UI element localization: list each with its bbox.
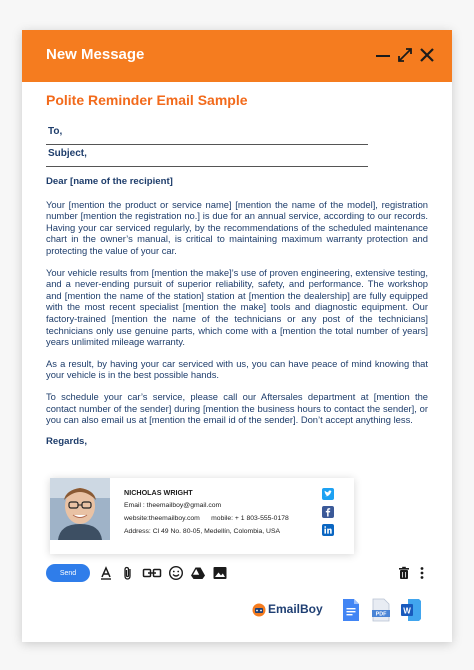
emailboy-mascot-icon bbox=[252, 603, 266, 617]
expand-icon[interactable] bbox=[394, 44, 416, 66]
body-paragraph: Your [mention the product or service name] [mention the name of the model], registration number [mention the registration no.] is due for an annual service, according to our records. Having your car serviced regularly, by the recommendations of the scheduled maintenance chart in the owner’s manual, is critical to maintaining maximum warranty protection and protecting the value of your car. bbox=[46, 198, 428, 256]
word-label: W bbox=[403, 606, 411, 616]
compose-window bbox=[22, 30, 452, 642]
compose-toolbar bbox=[46, 562, 436, 584]
compose-titlebar bbox=[22, 30, 452, 82]
subject-field[interactable] bbox=[46, 146, 368, 167]
body-paragraph: Your vehicle results from [mention the make]’s use of proven engineering, extensive testing, and a never-ending pursuit of superior reliability, safety, and performance. The workshop and [mention the name of the station] station at [mention the dealership] are fully equipped with the most recent specialist [mention the make] tools and diagnostic equipment. Our factory-trained [mention the name of the technicians or any post of the technicians] technicians only use genuine parts, which come with a [mention the total number of years] years unlimited mileage warranty. bbox=[46, 266, 428, 348]
brand-name: EmailBoy bbox=[268, 602, 323, 616]
linkedin-icon[interactable] bbox=[322, 524, 334, 536]
closing: Regards, bbox=[46, 435, 88, 447]
pdf-label: PDF bbox=[375, 611, 387, 618]
drive-icon[interactable] bbox=[190, 565, 206, 581]
signature-website-mobile: website:theemailboy.com mobile: + 1 803-555-0178 bbox=[124, 515, 289, 522]
body-paragraph: To schedule your car’s service, please call our Aftersales department at [mention the contact number of the sender] during [mention the business hours to contact the sender], or you can also email us at [mention the email id of the sender]. Don’t accept anything less. bbox=[46, 390, 428, 426]
image-icon[interactable] bbox=[212, 565, 228, 581]
window-title: New Message bbox=[46, 46, 145, 63]
text-format-icon[interactable] bbox=[98, 565, 114, 581]
send-button[interactable]: Send bbox=[46, 564, 90, 582]
link-icon[interactable] bbox=[142, 565, 162, 581]
google-docs-icon[interactable] bbox=[340, 598, 362, 622]
minimize-icon[interactable] bbox=[372, 44, 394, 66]
email-signature bbox=[50, 478, 354, 554]
email-body[interactable] bbox=[46, 176, 428, 457]
to-field[interactable] bbox=[46, 124, 368, 145]
signature-name: NICHOLAS WRIGHT bbox=[124, 488, 193, 497]
subject-label: Subject, bbox=[48, 148, 87, 159]
emoji-icon[interactable] bbox=[168, 565, 184, 581]
twitter-icon[interactable] bbox=[322, 488, 334, 500]
to-label: To, bbox=[48, 126, 63, 137]
more-icon[interactable] bbox=[414, 565, 430, 581]
signature-address: Address: Cl 49 No. 80-05, Medellín, Colombia, USA bbox=[124, 528, 281, 535]
attach-icon[interactable] bbox=[120, 565, 136, 581]
body-paragraph: As a result, by having your car serviced with us, you can have peace of mind knowing that your vehicle is in the best possible hands. bbox=[46, 357, 428, 381]
word-icon[interactable] bbox=[400, 598, 422, 622]
greeting: Dear [name of the recipient] bbox=[46, 176, 173, 187]
trash-icon[interactable] bbox=[396, 565, 412, 581]
avatar bbox=[50, 478, 110, 540]
signature-email: Email : theemailboy@gmail.com bbox=[124, 502, 222, 509]
pdf-icon[interactable] bbox=[370, 598, 392, 622]
email-heading: Polite Reminder Email Sample bbox=[46, 92, 248, 108]
facebook-icon[interactable] bbox=[322, 506, 334, 518]
close-icon[interactable] bbox=[416, 44, 438, 66]
